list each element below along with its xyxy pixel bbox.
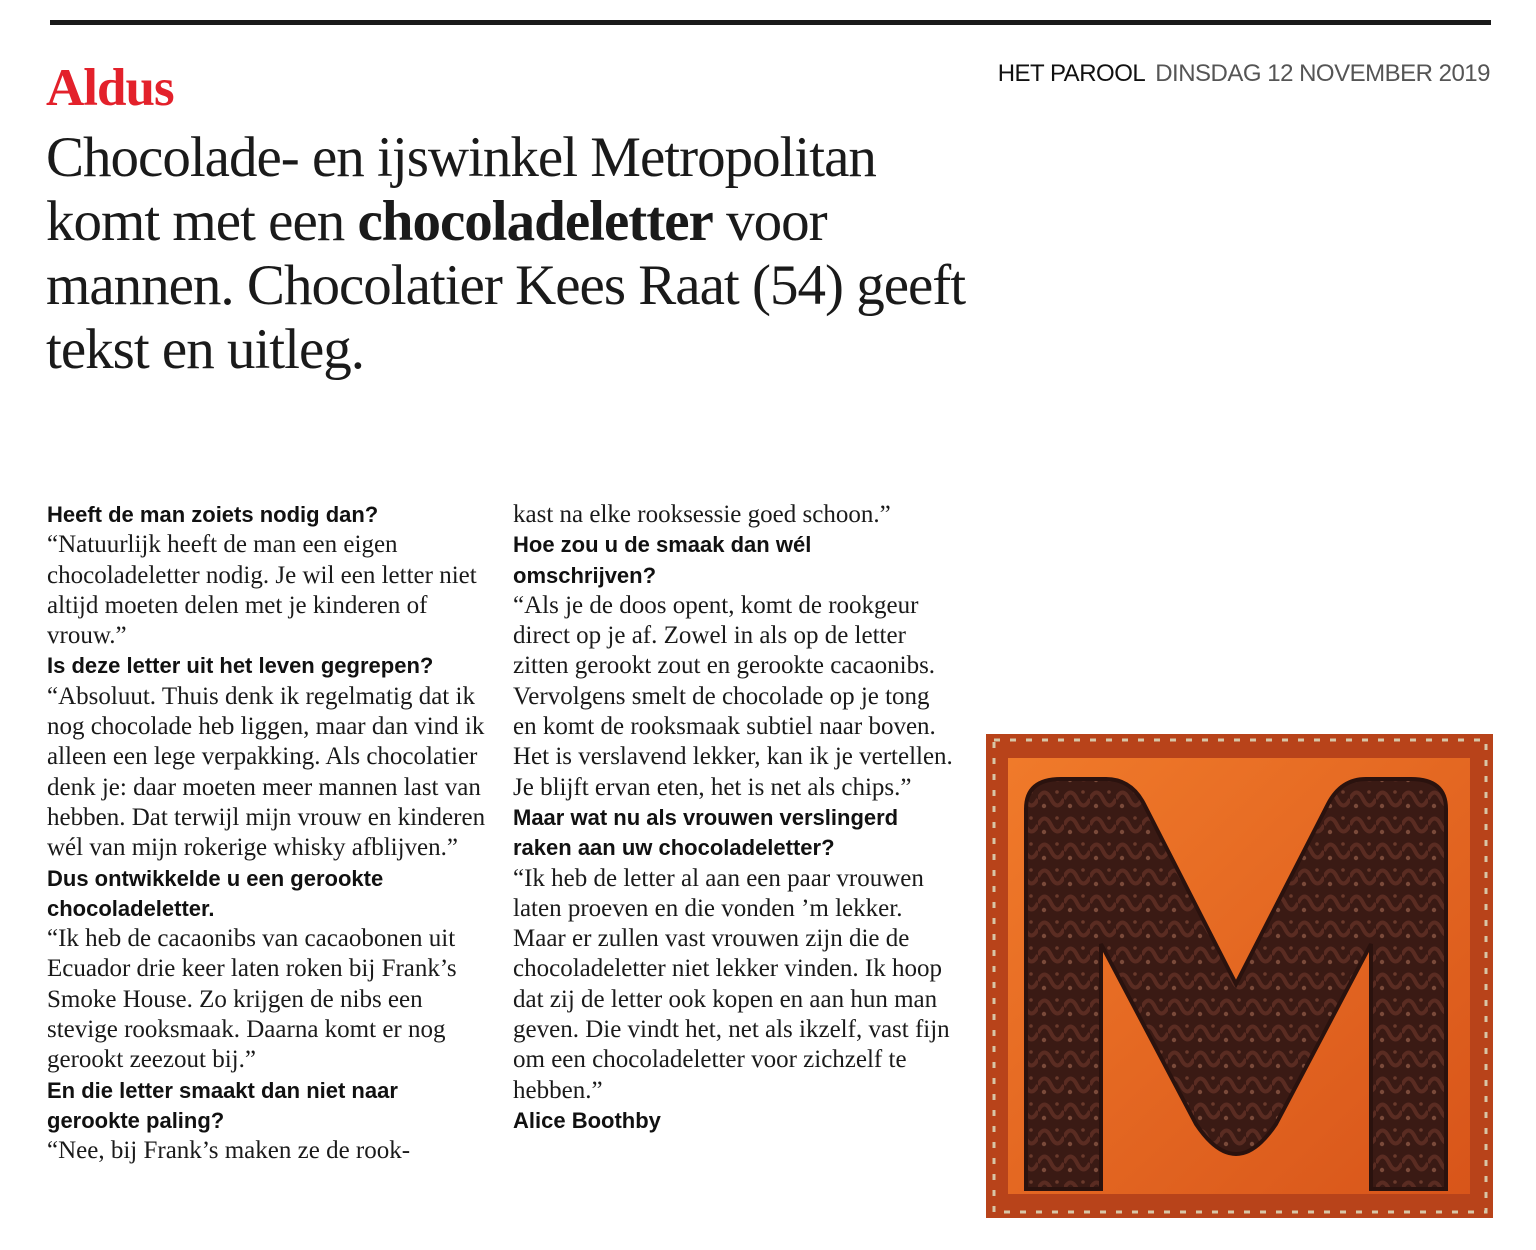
interview-question: Is deze letter uit het leven gegrepen? xyxy=(47,653,434,679)
interview-answer: “Natuurlijk heeft de man een eigen chocoladeletter nodig. Je wil een letter niet altijd moeten delen met je kinderen of vrouw.” xyxy=(47,531,477,650)
interview-answer: “Ik heb de cacaonibs van cacaobonen uit Ecuador drie keer laten roken bij Frank’s Smoke House. Zo krijgen de nibs een stevige rooksmaak. Daarna komt er nog gerookt zeezout bij.” xyxy=(47,925,457,1074)
headline-part1: Chocolade- en ijswinkel Metropolitan komt met een xyxy=(46,126,876,253)
chocolate-letter-m-photo xyxy=(986,734,1493,1218)
article-column-2 xyxy=(513,500,953,1136)
publication-date: DINSDAG 12 NOVEMBER 2019 xyxy=(1155,60,1490,87)
interview-answer: kast na elke rooksessie goed schoon.” xyxy=(513,501,891,528)
masthead xyxy=(998,60,1490,88)
article-column-1 xyxy=(47,500,487,1167)
interview-answer: “Nee, bij Frank’s maken ze de rook- xyxy=(47,1137,411,1165)
interview-question: Hoe zou u de smaak dan wél omschrijven? xyxy=(513,532,812,588)
interview-answer: “Als je de doos opent, komt de rookgeur direct op je af. Zowel in als op de letter zitten gerookt zout en gerookte cacaonibs. Vervolgens smelt de chocolade op je tong en komt de rooksmaak subtiel naar boven. Het is verslavend lekker, kan ik je vertellen. Je blijft ervan eten, het is net als chips.” xyxy=(513,591,953,801)
section-label: Aldus xyxy=(46,59,174,117)
headline-part2: voor mannen. Chocolatier Kees Raat (54) geeft tekst en uitleg. xyxy=(46,190,966,381)
interview-question: Dus ontwikkelde u een gerookte chocoladeletter. xyxy=(47,865,384,921)
interview-answer: “Absoluut. Thuis denk ik regelmatig dat ik nog chocolade heb liggen, maar dan vind ik alleen een lege verpakking. Als chocolatier denk je: daar moeten meer mannen last van hebben. Dat terwijl mijn vrouw en kinderen wél van mijn rokerige whisky afblijven.” xyxy=(47,682,486,862)
interview-answer: “Ik heb de letter al aan een paar vrouwen laten proeven en die vonden ’m lekker. Maar er zullen vast vrouwen zijn die de chocoladeletter niet lekker vinden. Ik hoop dat zij de letter ook kopen en aan hun man geven. Die vindt het, net als ikzelf, vast fijn om een chocoladeletter voor zichzelf te hebben.” xyxy=(513,864,950,1104)
interview-question: Heeft de man zoiets nodig dan? xyxy=(47,502,379,527)
newspaper-name: HET PAROOL xyxy=(997,60,1146,87)
top-rule xyxy=(50,20,1491,25)
author-byline: Alice Boothby xyxy=(513,1107,661,1133)
interview-question: Maar wat nu als vrouwen verslingerd raken aan uw chocoladeletter? xyxy=(513,804,899,861)
chocolate-letter-m-icon xyxy=(986,734,1493,1218)
headline-bold: chocoladeletter xyxy=(357,190,713,253)
interview-question: En die letter smaakt dan niet naar gerookte paling? xyxy=(47,1077,398,1133)
headline xyxy=(46,126,966,382)
